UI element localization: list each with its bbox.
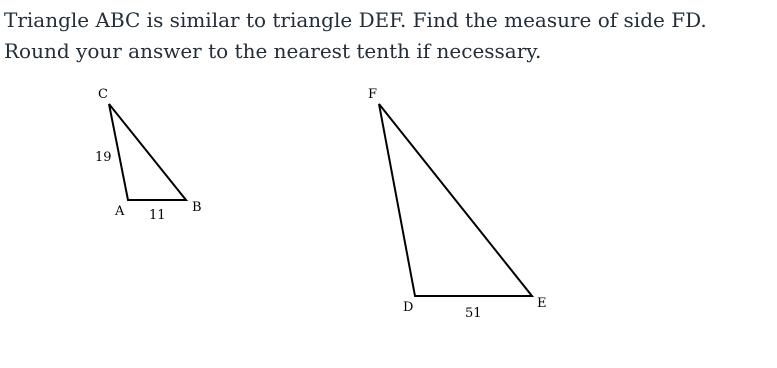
triangle-abc <box>109 104 186 200</box>
side-length-de: 51 <box>465 306 482 321</box>
side-length-ca: 19 <box>95 150 112 165</box>
side-length-ab: 11 <box>149 208 166 223</box>
question-text: Triangle ABC is similar to triangle DEF. Find the measure of side FD. Round your answer to the nearest tenth if necessary. <box>4 8 707 63</box>
vertex-label-f: F <box>368 87 378 102</box>
vertex-label-e: E <box>537 296 547 311</box>
vertex-label-d: D <box>403 300 414 315</box>
vertex-label-a: A <box>115 204 125 219</box>
vertex-label-b: B <box>192 200 202 215</box>
triangle-def <box>379 104 532 296</box>
vertex-label-c: C <box>98 87 108 102</box>
